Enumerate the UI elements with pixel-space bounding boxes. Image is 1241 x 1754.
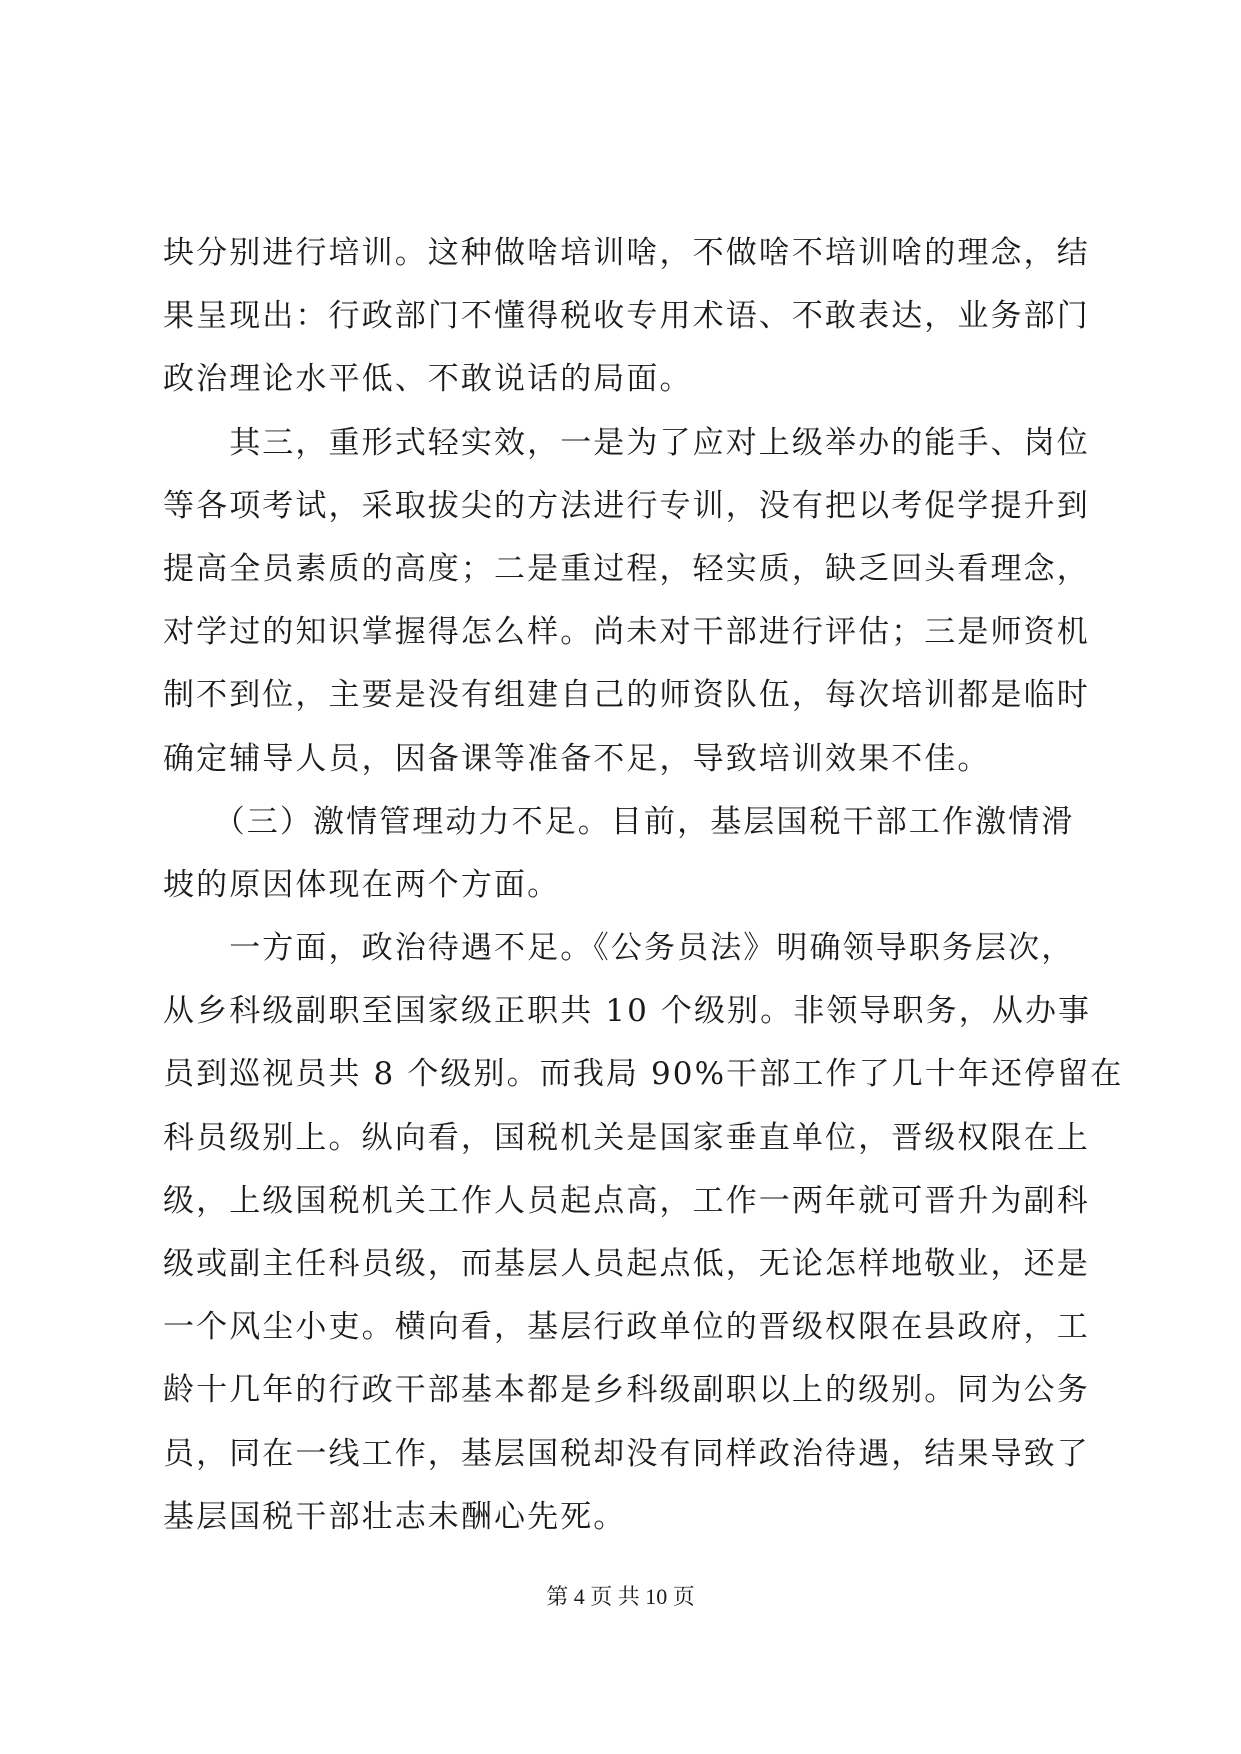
document-body [163, 222, 1124, 1549]
text-line: 果呈现出：行政部门不懂得税收专用术语、不敢表达，业务部门 [163, 298, 1090, 335]
page-number-footer: 第 4 页 共 10 页 [546, 1584, 695, 1609]
text-line: （三）激情管理动力不足。目前，基层国税干部工作激情滑 [163, 803, 1075, 840]
text-line: 块分别进行培训。这种做啥培训啥，不做啥不培训啥的理念，结 [163, 235, 1090, 271]
text-line: 级，上级国税机关工作人员起点高，工作一两年就可晋升为副科 [163, 1182, 1090, 1219]
text-line: 提高全员素质的高度；二是重过程，轻实质，缺乏回头看理念， [163, 550, 1090, 587]
text-line: 从乡科级副职至国家级正职共 10 个级别。非领导职务，从办事 [163, 993, 1092, 1030]
text-line: 科员级别上。纵向看，国税机关是国家垂直单位，晋级权限在上 [163, 1119, 1090, 1156]
text-line: 龄十几年的行政干部基本都是乡科级副职以上的级别。同为公务 [163, 1372, 1090, 1409]
text-line: 员，同在一线工作，基层国税却没有同样政治待遇，结果导致了 [163, 1435, 1090, 1472]
text-line: 基层国税干部壮志未酬心先死。 [163, 1498, 627, 1535]
text-line: 员到巡视员共 8 个级别。而我局 90%干部工作了几十年还停留在 [163, 1056, 1124, 1093]
text-line: 其三，重形式轻实效，一是为了应对上级举办的能手、岗位 [163, 424, 1090, 461]
text-line: 对学过的知识掌握得怎么样。尚未对干部进行评估；三是师资机 [163, 614, 1090, 651]
text-line: 确定辅导人员，因备课等准备不足，导致培训效果不佳。 [163, 740, 991, 777]
text-line: 一个风尘小吏。横向看，基层行政单位的晋级权限在县政府，工 [163, 1309, 1090, 1346]
text-line: 级或副主任科员级，而基层人员起点低，无论怎样地敬业，还是 [163, 1246, 1090, 1282]
text-line: 制不到位，主要是没有组建自己的师资队伍，每次培训都是临时 [163, 677, 1090, 714]
text-line: 等各项考试，采取拔尖的方法进行专训，没有把以考促学提升到 [163, 487, 1090, 524]
text-line: 坡的原因体现在两个方面。 [163, 866, 561, 903]
text-line: 一方面，政治待遇不足。《公务员法》明确领导职务层次， [163, 930, 1075, 967]
text-line: 政治理论水平低、不敢说话的局面。 [163, 361, 693, 398]
